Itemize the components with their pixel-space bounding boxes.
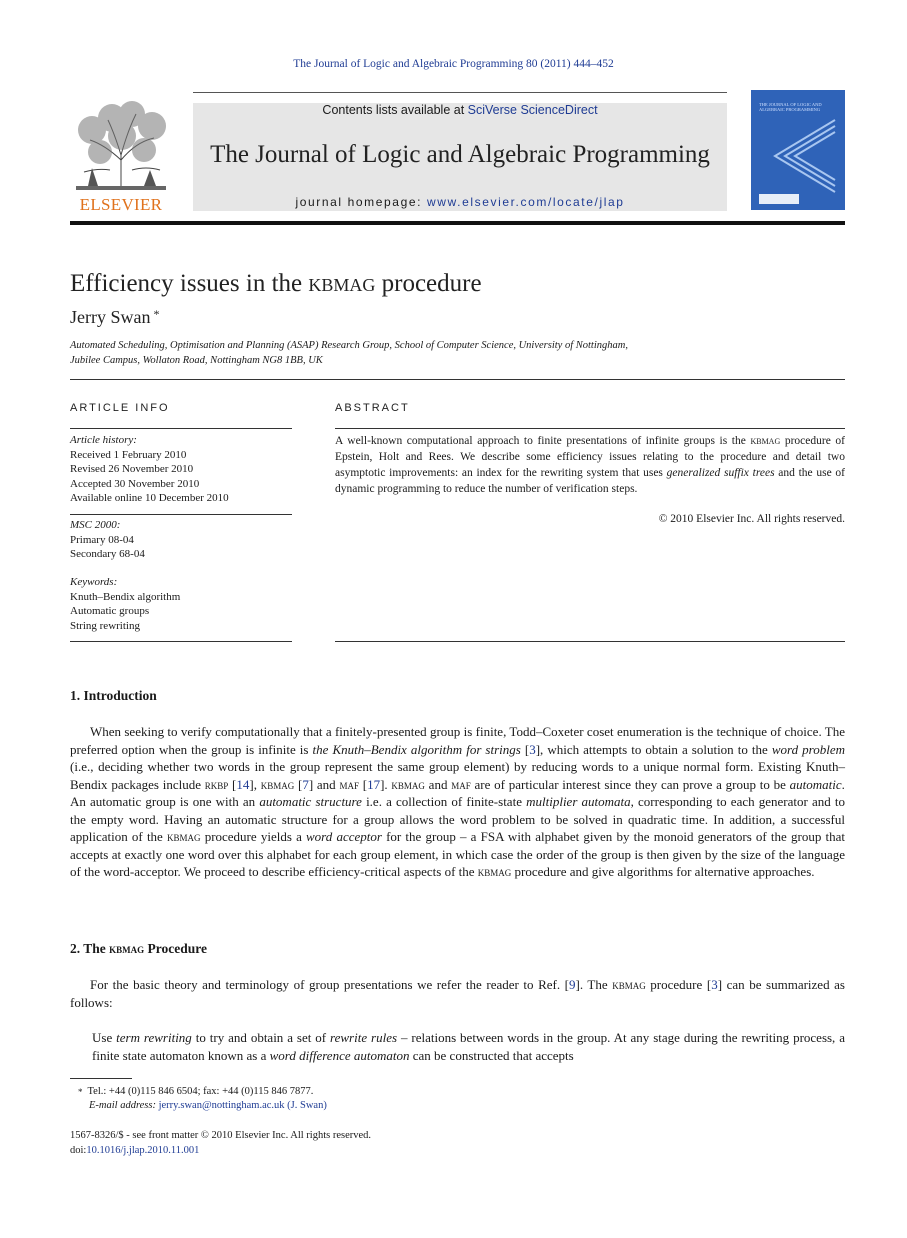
- email-label: E-mail address:: [89, 1100, 159, 1111]
- author-footnote-mark[interactable]: *: [153, 307, 160, 321]
- history-accepted: Accepted 30 November 2010: [70, 477, 200, 490]
- publisher-name: ELSEVIER: [79, 195, 163, 214]
- emphasis: rewrite rules: [330, 1030, 398, 1045]
- doi-line: [70, 1143, 371, 1158]
- heading-text: Procedure: [144, 941, 207, 956]
- abstract-text: [335, 433, 845, 497]
- text: Use: [92, 1030, 117, 1045]
- abstract-rule-bottom: [335, 641, 845, 642]
- text: . An automatic group is one with an: [70, 776, 845, 809]
- text: procedure and give algorithms for alternative approaches.: [511, 864, 815, 879]
- heading-text: 2. The: [70, 941, 110, 956]
- citation-link[interactable]: 3: [529, 741, 536, 757]
- abstract-rule-top: [335, 428, 845, 429]
- section-heading-procedure: [70, 941, 207, 957]
- text: ] can be summarized as follows:: [70, 977, 845, 1010]
- journal-citation[interactable]: The Journal of Logic and Algebraic Programming 80 (2011) 444–452: [293, 58, 614, 70]
- text: When seeking to verify computationally that a finitely-presented group is finite, Todd–Coxeter coset enumeration is the technique of choice. The preferred option when the group is infinite is: [70, 724, 845, 757]
- article-title: [70, 270, 482, 298]
- footnote-rule: [70, 1078, 132, 1079]
- article-info-heading: ARTICLE INFO: [70, 402, 170, 414]
- introduction-paragraph: [70, 723, 845, 881]
- keyword-item: Knuth–Bendix algorithm: [70, 590, 181, 603]
- msc-primary: Primary 08-04: [70, 533, 134, 546]
- footnote-tel: Tel.: +44 (0)115 846 6504; fax: +44 (0)115 846 7877.: [87, 1086, 314, 1097]
- citation-link[interactable]: 14: [236, 776, 250, 792]
- text: , corresponding to each generator and to the empty word. Having an automatic structure for a group allows the word problem to be solved in quadratic time. In addition, a successful application of the: [70, 794, 846, 844]
- info-rule-middle: [70, 514, 292, 515]
- small-caps-name: kbmag: [477, 864, 512, 879]
- msc-classification: [70, 518, 292, 562]
- title-kbmag: kbmag: [308, 270, 376, 297]
- heading-kbmag: kbmag: [109, 941, 145, 956]
- journal-title: The Journal of Logic and Algebraic Programming: [210, 141, 710, 168]
- sciencedirect-link[interactable]: SciVerse ScienceDirect: [467, 103, 598, 117]
- text: (i.e., deciding whether two words in the group represent the same group element) by reducing words to a unique normal form. Existing Knuth–Bendix packages include: [70, 759, 845, 792]
- abstract-text-part: procedure of Epstein, Holt and Rees. We describe some efficiency issues relating to the procedure and detail two asymptotic improvements: an index for the rewriting system that uses: [335, 435, 845, 479]
- journal-header: [193, 103, 727, 211]
- citation-link[interactable]: 17: [367, 776, 381, 792]
- author-line: [70, 307, 159, 328]
- info-rule-top: [70, 428, 292, 429]
- section2-paragraph: [70, 976, 845, 1011]
- contents-line: [193, 103, 727, 117]
- homepage-line: [193, 195, 727, 209]
- text: ], which attempts to obtain a solution to the: [535, 741, 772, 757]
- footnote-email: [89, 1099, 327, 1113]
- history-online: Available online 10 December 2010: [70, 492, 229, 504]
- abstract-emphasis: generalized suffix trees: [666, 467, 775, 479]
- affiliation-rule: [70, 379, 845, 380]
- abstract-heading: ABSTRACT: [335, 402, 410, 414]
- msc-secondary: Secondary 68-04: [70, 548, 145, 560]
- text: ],: [249, 776, 261, 792]
- procedure-description: [92, 1029, 845, 1064]
- affiliation-line-1: Automated Scheduling, Optimisation and Planning (ASAP) Research Group, School of Computer Science, University of Nottingham,: [70, 340, 628, 351]
- abstract-text-part: and the use of dynamic programming to reduce the number of verification steps.: [335, 467, 845, 495]
- author-name: Jerry Swan: [70, 307, 151, 327]
- history-label: Article history:: [70, 434, 137, 446]
- small-caps-name: kbmag: [612, 977, 646, 992]
- small-caps-name: kbmag: [260, 776, 295, 792]
- issn-line: 1567-8326/$ - see front matter © 2010 Elsevier Inc. All rights reserved.: [70, 1130, 372, 1141]
- small-caps-name: kbmag: [167, 829, 201, 844]
- text: ].: [380, 776, 392, 792]
- small-caps-name: maf: [451, 776, 471, 792]
- footnote-mark: *: [78, 1087, 83, 1097]
- emphasis: the Knuth–Bendix algorithm for strings: [312, 741, 521, 757]
- text: are of particular interest since they can prove a group to be: [470, 776, 790, 792]
- emphasis: term rewriting: [116, 1030, 192, 1045]
- cover-title: THE JOURNAL OF LOGIC AND ALGEBRAIC PROGRAMMING: [759, 102, 822, 112]
- text: For the basic theory and terminology of group presentations we refer the reader to Ref. [: [90, 977, 570, 992]
- citation-link[interactable]: 3: [711, 977, 718, 992]
- section-heading-introduction: 1. Introduction: [70, 688, 157, 703]
- history-revised: Revised 26 November 2010: [70, 463, 194, 475]
- cover-chevron-graphic: [751, 90, 845, 210]
- text: to try and obtain a set of: [191, 1030, 331, 1045]
- text: [: [520, 741, 530, 757]
- text: procedure yields a: [200, 829, 307, 844]
- affiliation: [70, 338, 710, 368]
- title-prefix: Efficiency issues in the: [70, 270, 309, 297]
- affiliation-line-2: Jubilee Campus, Wollaton Road, Nottingham NG8 1BB, UK: [70, 355, 323, 366]
- emphasis: word acceptor: [306, 829, 382, 844]
- keyword-item: String rewriting: [70, 619, 140, 632]
- keywords: [70, 575, 292, 633]
- keyword-item: Automatic groups: [70, 605, 150, 617]
- homepage-prefix: journal homepage:: [295, 195, 427, 209]
- cover-badge: [759, 194, 799, 204]
- header-thick-rule: [70, 221, 845, 225]
- title-suffix: procedure: [375, 270, 482, 297]
- email-owner: (J. Swan): [284, 1100, 327, 1111]
- text: and: [424, 776, 452, 792]
- text: for the group – a FSA with alphabet given by the monoid generators of the group that accepts at exactly one word over this alphabet for each group element, in which case the order of the group is then given by the size of the language of the word-acceptor. We proceed to describe efficiency-critical aspects of the: [70, 829, 845, 879]
- small-caps-name: maf: [339, 776, 359, 792]
- homepage-link[interactable]: www.elsevier.com/locate/jlap: [427, 195, 625, 209]
- emphasis: word difference automaton: [269, 1047, 410, 1063]
- journal-cover-image: [751, 90, 845, 210]
- text: i.e. a collection of finite-state: [361, 794, 527, 809]
- issn-doi-block: [70, 1128, 371, 1158]
- text: [: [358, 776, 368, 792]
- msc-label: MSC 2000:: [70, 519, 121, 531]
- abstract-kbmag: kbmag: [750, 435, 781, 447]
- abstract-text-part: A well-known computational approach to finite presentations of infinite groups is the: [335, 435, 751, 447]
- emphasis: automatic: [789, 776, 842, 792]
- text: [: [294, 776, 303, 792]
- info-rule-bottom: [70, 641, 292, 642]
- contents-prefix: Contents lists available at: [322, 103, 468, 117]
- text: – relations between words in the group. At any stage during the rewriting process, a finite state automaton known as a: [92, 1030, 846, 1063]
- text: ] and: [308, 776, 340, 792]
- history-received: Received 1 February 2010: [70, 448, 187, 461]
- emphasis: multiplier automata: [526, 794, 631, 809]
- citation-link[interactable]: 7: [302, 776, 309, 792]
- keywords-label: Keywords:: [70, 576, 118, 588]
- text: [: [228, 776, 237, 792]
- emphasis: word problem: [771, 741, 845, 757]
- header-top-rule: [193, 92, 727, 93]
- text: ]. The: [575, 977, 613, 992]
- text: can be constructed that accepts: [409, 1047, 574, 1063]
- footnote-contact: [78, 1085, 313, 1099]
- doi-link[interactable]: 10.1016/j.jlap.2010.11.001: [86, 1145, 200, 1156]
- text: procedure [: [645, 977, 712, 992]
- emphasis: automatic structure: [259, 794, 362, 809]
- email-link[interactable]: jerry.swan@nottingham.ac.uk: [158, 1100, 285, 1111]
- citation-link[interactable]: 9: [569, 977, 576, 992]
- doi-label: doi:: [70, 1145, 87, 1156]
- small-caps-name: rkbp: [204, 776, 229, 792]
- abstract-copyright: © 2010 Elsevier Inc. All rights reserved.: [658, 513, 845, 525]
- small-caps-name: kbmag: [391, 776, 425, 792]
- article-history: [70, 433, 292, 506]
